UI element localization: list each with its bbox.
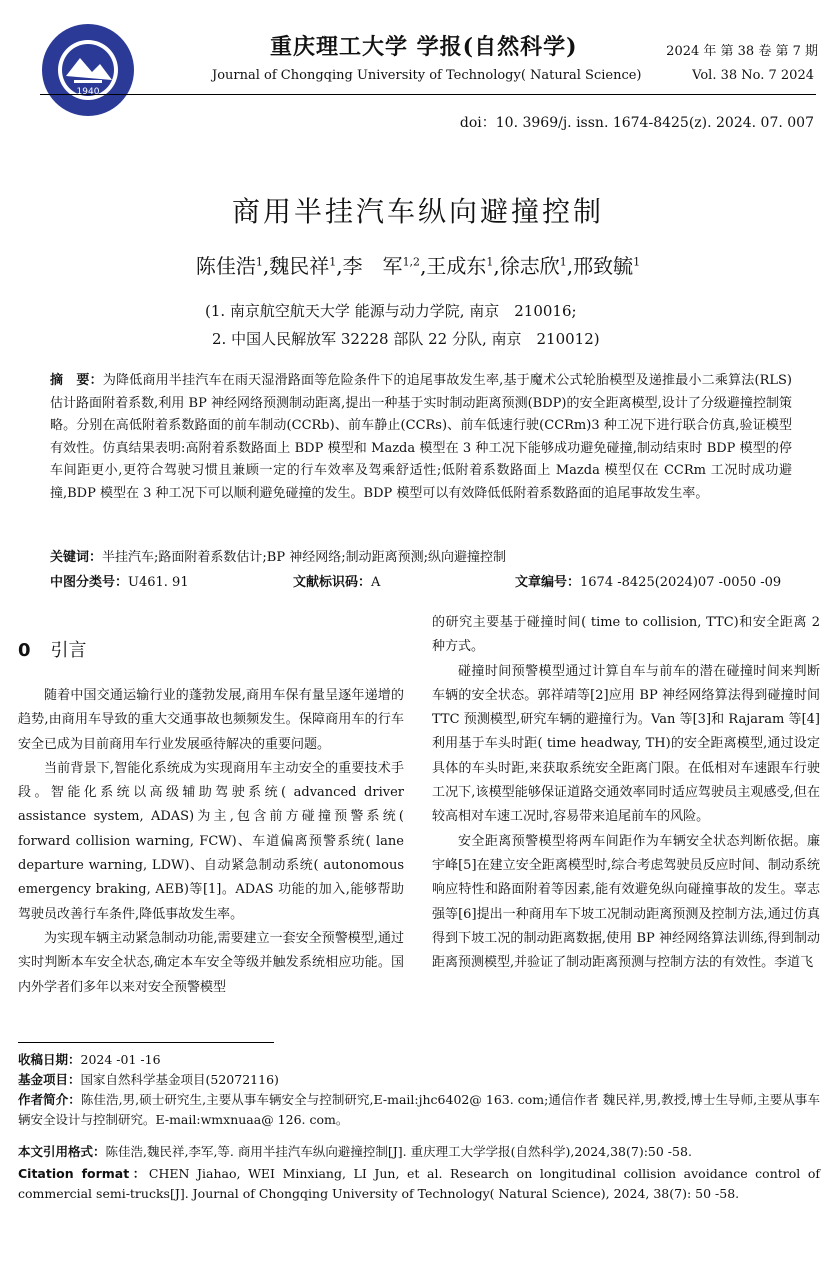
- received-date: [18, 1050, 820, 1070]
- abstract-text: 为降低商用半挂汽车在雨天湿滑路面等危险条件下的追尾事故发生率,基于魔术公式轮胎模型及递推最小二乘算法(RLS)估计路面附着系数,利用 BP 神经网络预测制动距离,提出一种基于实时制动距离预测(BDP)的安全距离模型,设计了分级避撞控制策略。分别在高低附着系数路面的前车制动(CCRb)、前车静止(CCRs)、前车低速行驶(CCRm)3 种工况下进行联合仿真,验证模型有效性。仿真结果表明:高附着系数路面上 BDP 模型和 Mazda 模型在 3 种工况下能够成功避免碰撞,制动结束时 BDP 模型的停车间距更小,更符合驾驶习惯且兼顾一定的行车效率及驾乘舒适性;低附着系数路面上 Mazda 模型仅在 CCRm 工况时成功避撞,BDP 模型在 3 种工况下可以顺利避免碰撞的发生。BDP 模型可以有效降低低附着系数路面的追尾事故发生率。: [50, 373, 792, 501]
- section-heading: [18, 636, 87, 662]
- paragraph: 当前背景下,智能化系统成为实现商用车主动安全的重要技术手段。智能化系统以高级辅助驾驶系统( advanced driver assistance system, ADAS)为主,包含前方碰撞预警系统( forward collision warning, FCW)、车道偏离预警系统( lane departure warning, LDW)、自动紧急制动系统( autonomous emergency braking, AEB)等[1]。ADAS 功能的加入,能够帮助驾驶员改善行车条件,降低事故发生率。: [18, 760, 404, 922]
- paragraph: 碰撞时间预警模型通过计算自车与前车的潜在碰撞时间来判断车辆的安全状态。郭祥靖等[2]应用 BP 神经网络算法得到碰撞时间 TTC 预测模型,研究车辆的避撞行为。Van 等[3]和 Rajaram 等[4]利用基于车头时距( time headway, TH)的安全距离模型,通过设定具体的车头时距,来获取系统安全距离门限。在低相对车速跟车行驶工况下,该模型能够保证道路交通效率同时适应驾驶员主观感受,但在较高相对车速工况时,容易带来追尾前车的风险。: [432, 663, 820, 825]
- journal-title-cn: 重庆理工大学 学报(自然科学): [270, 34, 578, 60]
- university-logo: [40, 22, 136, 118]
- fund-info: [18, 1070, 820, 1090]
- clc-number: [50, 571, 189, 590]
- section-number: 0: [18, 640, 31, 661]
- doc-code-value: A: [371, 575, 381, 590]
- bio-value: 陈佳浩,男,硕士研究生,主要从事车辆安全与控制研究,E-mail:jhc6402@ 163. com;通信作者 魏民祥,男,教授,博士生导师,主要从事车辆安全设计与控制研究。E-mail:wmxnuaa@ 126. com。: [18, 1092, 820, 1127]
- article-number-value: 1674 -8425(2024)07 -0050 -09: [580, 575, 782, 590]
- author-affiliation-mark: 1: [559, 255, 567, 269]
- keywords-label: 关键词：: [50, 550, 103, 565]
- abstract-label: 摘 要：: [50, 373, 103, 388]
- body-left-column: [18, 684, 404, 1000]
- author-list: 陈佳浩$^1$,魏民祥$^1$,李 军$^{1,2}$,王成东$^1$,徐志欣$^1$,邢致毓$^1$: [195, 254, 641, 278]
- author-affiliation-mark: 1,2: [402, 255, 421, 269]
- paragraph: 安全距离预警模型将两车间距作为车辆安全状态判断依据。廉宇峰[5]在建立安全距离模型时,综合考虑驾驶员反应时间、制动系统响应特性和路面附着等因素,能有效避免纵向碰撞事故的发生。辜志强等[6]提出一种商用车下坡工况制动距离预测及控制方法,通过仿真得到下坡工况的制动距离数据,使用 BP 神经网络算法训练,得到制动距离预测模型,并验证了制动距离预测与控制方法的有效性。李道飞: [432, 833, 820, 971]
- author-bio: [18, 1090, 820, 1130]
- keywords-text: 半挂汽车;路面附着系数估计;BP 神经网络;制动距离预测;纵向避撞控制: [102, 550, 506, 565]
- received-value: 2024 -01 -16: [80, 1052, 161, 1067]
- keywords: [50, 546, 792, 565]
- header-divider: [40, 94, 816, 95]
- bio-label: 作者简介：: [18, 1092, 81, 1107]
- affiliation-2: 2. 中国人民解放军 32228 部队 22 分队, 南京 210012): [212, 330, 600, 348]
- abstract: [50, 370, 792, 505]
- logo-year: 1940: [76, 87, 100, 97]
- issue-info-cn: 2024 年 第 38 卷 第 7 期: [666, 44, 818, 59]
- article-number: [515, 571, 781, 590]
- author-affiliation-mark: 1: [633, 255, 641, 269]
- affiliation-1: (1. 南京航空航天大学 能源与动力学院, 南京 210016;: [205, 302, 577, 320]
- footnote-divider: [18, 1042, 274, 1043]
- fund-label: 基金项目：: [18, 1072, 81, 1087]
- section-title: 引言: [50, 640, 87, 661]
- citation-en: [18, 1164, 820, 1204]
- clc-value: U461. 91: [128, 575, 189, 590]
- paper-title: 商用半挂汽车纵向避撞控制: [231, 195, 604, 228]
- body-right-column: [432, 611, 820, 975]
- author-affiliation-mark: 1: [329, 255, 337, 269]
- paragraph: 为实现车辆主动紧急制动功能,需要建立一套安全预警模型,通过实时判断本车安全状态,确定本车安全等级并触发系统相应功能。国内外学者们多年以来对安全预警模型: [18, 930, 404, 995]
- doi[interactable]: doi：10. 3969/j. issn. 1674-8425(z). 2024. 07. 007: [459, 115, 814, 131]
- doc-code-label: 文献标识码：: [293, 575, 372, 590]
- article-number-label: 文章编号：: [515, 575, 581, 590]
- citation-en-label: Citation format：: [18, 1166, 149, 1181]
- author-name: 邢致毓: [573, 254, 634, 278]
- author-name: 李 军: [342, 254, 403, 278]
- author-affiliation-mark: 1: [486, 255, 494, 269]
- issue-info-en: Vol. 38 No. 7 2024: [692, 68, 814, 83]
- received-label: 收稿日期：: [18, 1052, 81, 1067]
- author-name: 徐志欣: [499, 254, 560, 278]
- document-code: [293, 571, 380, 590]
- journal-title-en: Journal of Chongqing University of Technology( Natural Science): [212, 68, 642, 83]
- citation-en-value: CHEN Jiahao, WEI Minxiang, LI Jun, et al. Research on longitudinal collision avoidance control of commercial semi-trucks[J]. Journal of Chongqing University of Technology( Natural Science), 2024, 38(7): 50 -58.: [18, 1166, 821, 1201]
- citation-cn-value: 陈佳浩,魏民祥,李军,等. 商用半挂汽车纵向避撞控制[J]. 重庆理工大学学报(自然科学),2024,38(7):50 -58.: [105, 1144, 692, 1159]
- citation-cn: [18, 1142, 820, 1162]
- author-name: 魏民祥: [269, 254, 330, 278]
- author-name: 王成东: [426, 254, 487, 278]
- clc-label: 中图分类号：: [50, 575, 129, 590]
- paragraph: 随着中国交通运输行业的蓬勃发展,商用车保有量呈逐年递增的趋势,由商用车导致的重大交通事故也频频发生。保障商用车的行车安全已成为目前商用车行业发展亟待解决的重要问题。: [18, 688, 404, 752]
- author-name: 陈佳浩: [195, 254, 256, 278]
- citation-cn-label: 本文引用格式：: [18, 1144, 106, 1159]
- fund-value: 国家自然科学基金项目(52072116): [80, 1072, 279, 1087]
- author-affiliation-mark: 1: [255, 255, 263, 269]
- paragraph: 的研究主要基于碰撞时间( time to collision, TTC)和安全距离 2 种方式。: [432, 615, 820, 655]
